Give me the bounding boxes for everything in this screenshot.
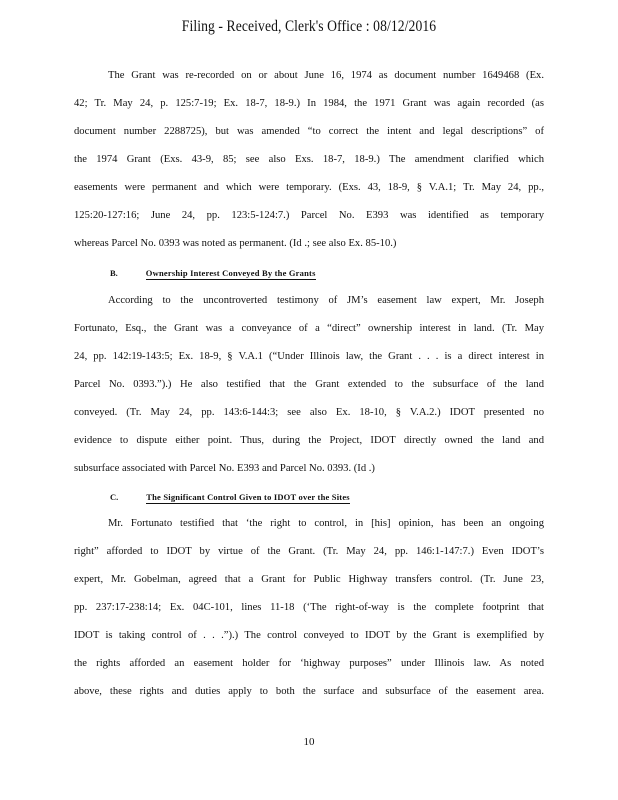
paragraph-line: 42; Tr. May 24, p. 125:7-19; Ex. 18-7, 18-9.) In 1984, the 1971 Grant was again recorded (as xyxy=(74,98,544,109)
section-letter: B. xyxy=(110,268,118,278)
paragraph-line: the rights afforded an easement holder for ‘highway purposes” under Illinois law. As noted xyxy=(74,658,544,669)
paragraph-line: IDOT is taking control of . . .”).) The control conveyed to IDOT by the Grant is exemplified by xyxy=(74,630,544,641)
paragraph-line: pp. 237:17-238:14; Ex. 04C-101, lines 11-18 (‘The right-of-way is the complete footprint that xyxy=(74,602,544,613)
paragraph-line: expert, Mr. Gobelman, agreed that a Grant for Public Highway transfers control. (Tr. June 23, xyxy=(74,574,544,585)
section-letter: C. xyxy=(110,492,119,502)
paragraph-line: 24, pp. 142:19-143:5; Ex. 18-9, § V.A.1 (“Under Illinois law, the Grant . . . is a direct interest in xyxy=(74,351,544,362)
paragraph-line: the 1974 Grant (Exs. 43-9, 85; see also Exs. 18-7, 18-9.) The amendment clarified which xyxy=(74,154,544,165)
paragraph-line: evidence to dispute either point. Thus, during the Project, IDOT directly owned the land and xyxy=(74,435,544,446)
paragraph-line: above, these rights and duties apply to both the surface and subsurface of the easement area. xyxy=(74,686,544,697)
paragraph-line: conveyed. (Tr. May 24, pp. 143:6-144:3; see also Ex. 18-10, § V.A.2.) IDOT presented no xyxy=(74,407,544,418)
section-title: Ownership Interest Conveyed By the Grants xyxy=(145,268,316,278)
filing-header: Filing - Received, Clerk's Office : 08/12/2016 xyxy=(181,18,437,35)
page-number: 10 xyxy=(303,736,315,748)
paragraph-line: Fortunato, Esq., the Grant was a conveyance of a “direct” ownership interest in land. (Tr. May xyxy=(74,323,544,334)
paragraph-line: Parcel No. 0393.”).) He also testified that the Grant extended to the subsurface of the land xyxy=(74,379,544,390)
paragraph-line: subsurface associated with Parcel No. E393 and Parcel No. 0393. (Id .) xyxy=(74,463,375,474)
paragraph-line: The Grant was re-recorded on or about June 16, 1974 as document number 1649468 (Ex. xyxy=(108,70,544,81)
paragraph-line: whereas Parcel No. 0393 was noted as permanent. (Id .; see also Ex. 85-10.) xyxy=(74,238,397,249)
paragraph-line: Mr. Fortunato testified that ‘the right to control, in [his] opinion, has been an ongoing xyxy=(108,518,544,529)
section-c-heading xyxy=(110,492,350,504)
paragraph-line: easements were permanent and which were temporary. (Exs. 43, 18-9, § V.A.1; Tr. May 24, pp., xyxy=(74,182,544,193)
paragraph-line: right” afforded to IDOT by virtue of the Grant. (Tr. May 24, pp. 146:1-147:7.) Even IDOT’s xyxy=(74,546,544,557)
section-b-heading xyxy=(110,268,316,280)
paragraph-line: document number 2288725), but was amended “to correct the intent and legal descriptions” of xyxy=(74,126,544,137)
section-title: The Significant Control Given to IDOT over the Sites xyxy=(146,492,350,502)
paragraph-line: 125:20-127:16; June 24, pp. 123:5-124:7.) Parcel No. E393 was identified as temporary xyxy=(74,210,544,221)
paragraph-line: According to the uncontroverted testimony of JM’s easement law expert, Mr. Joseph xyxy=(108,295,544,306)
